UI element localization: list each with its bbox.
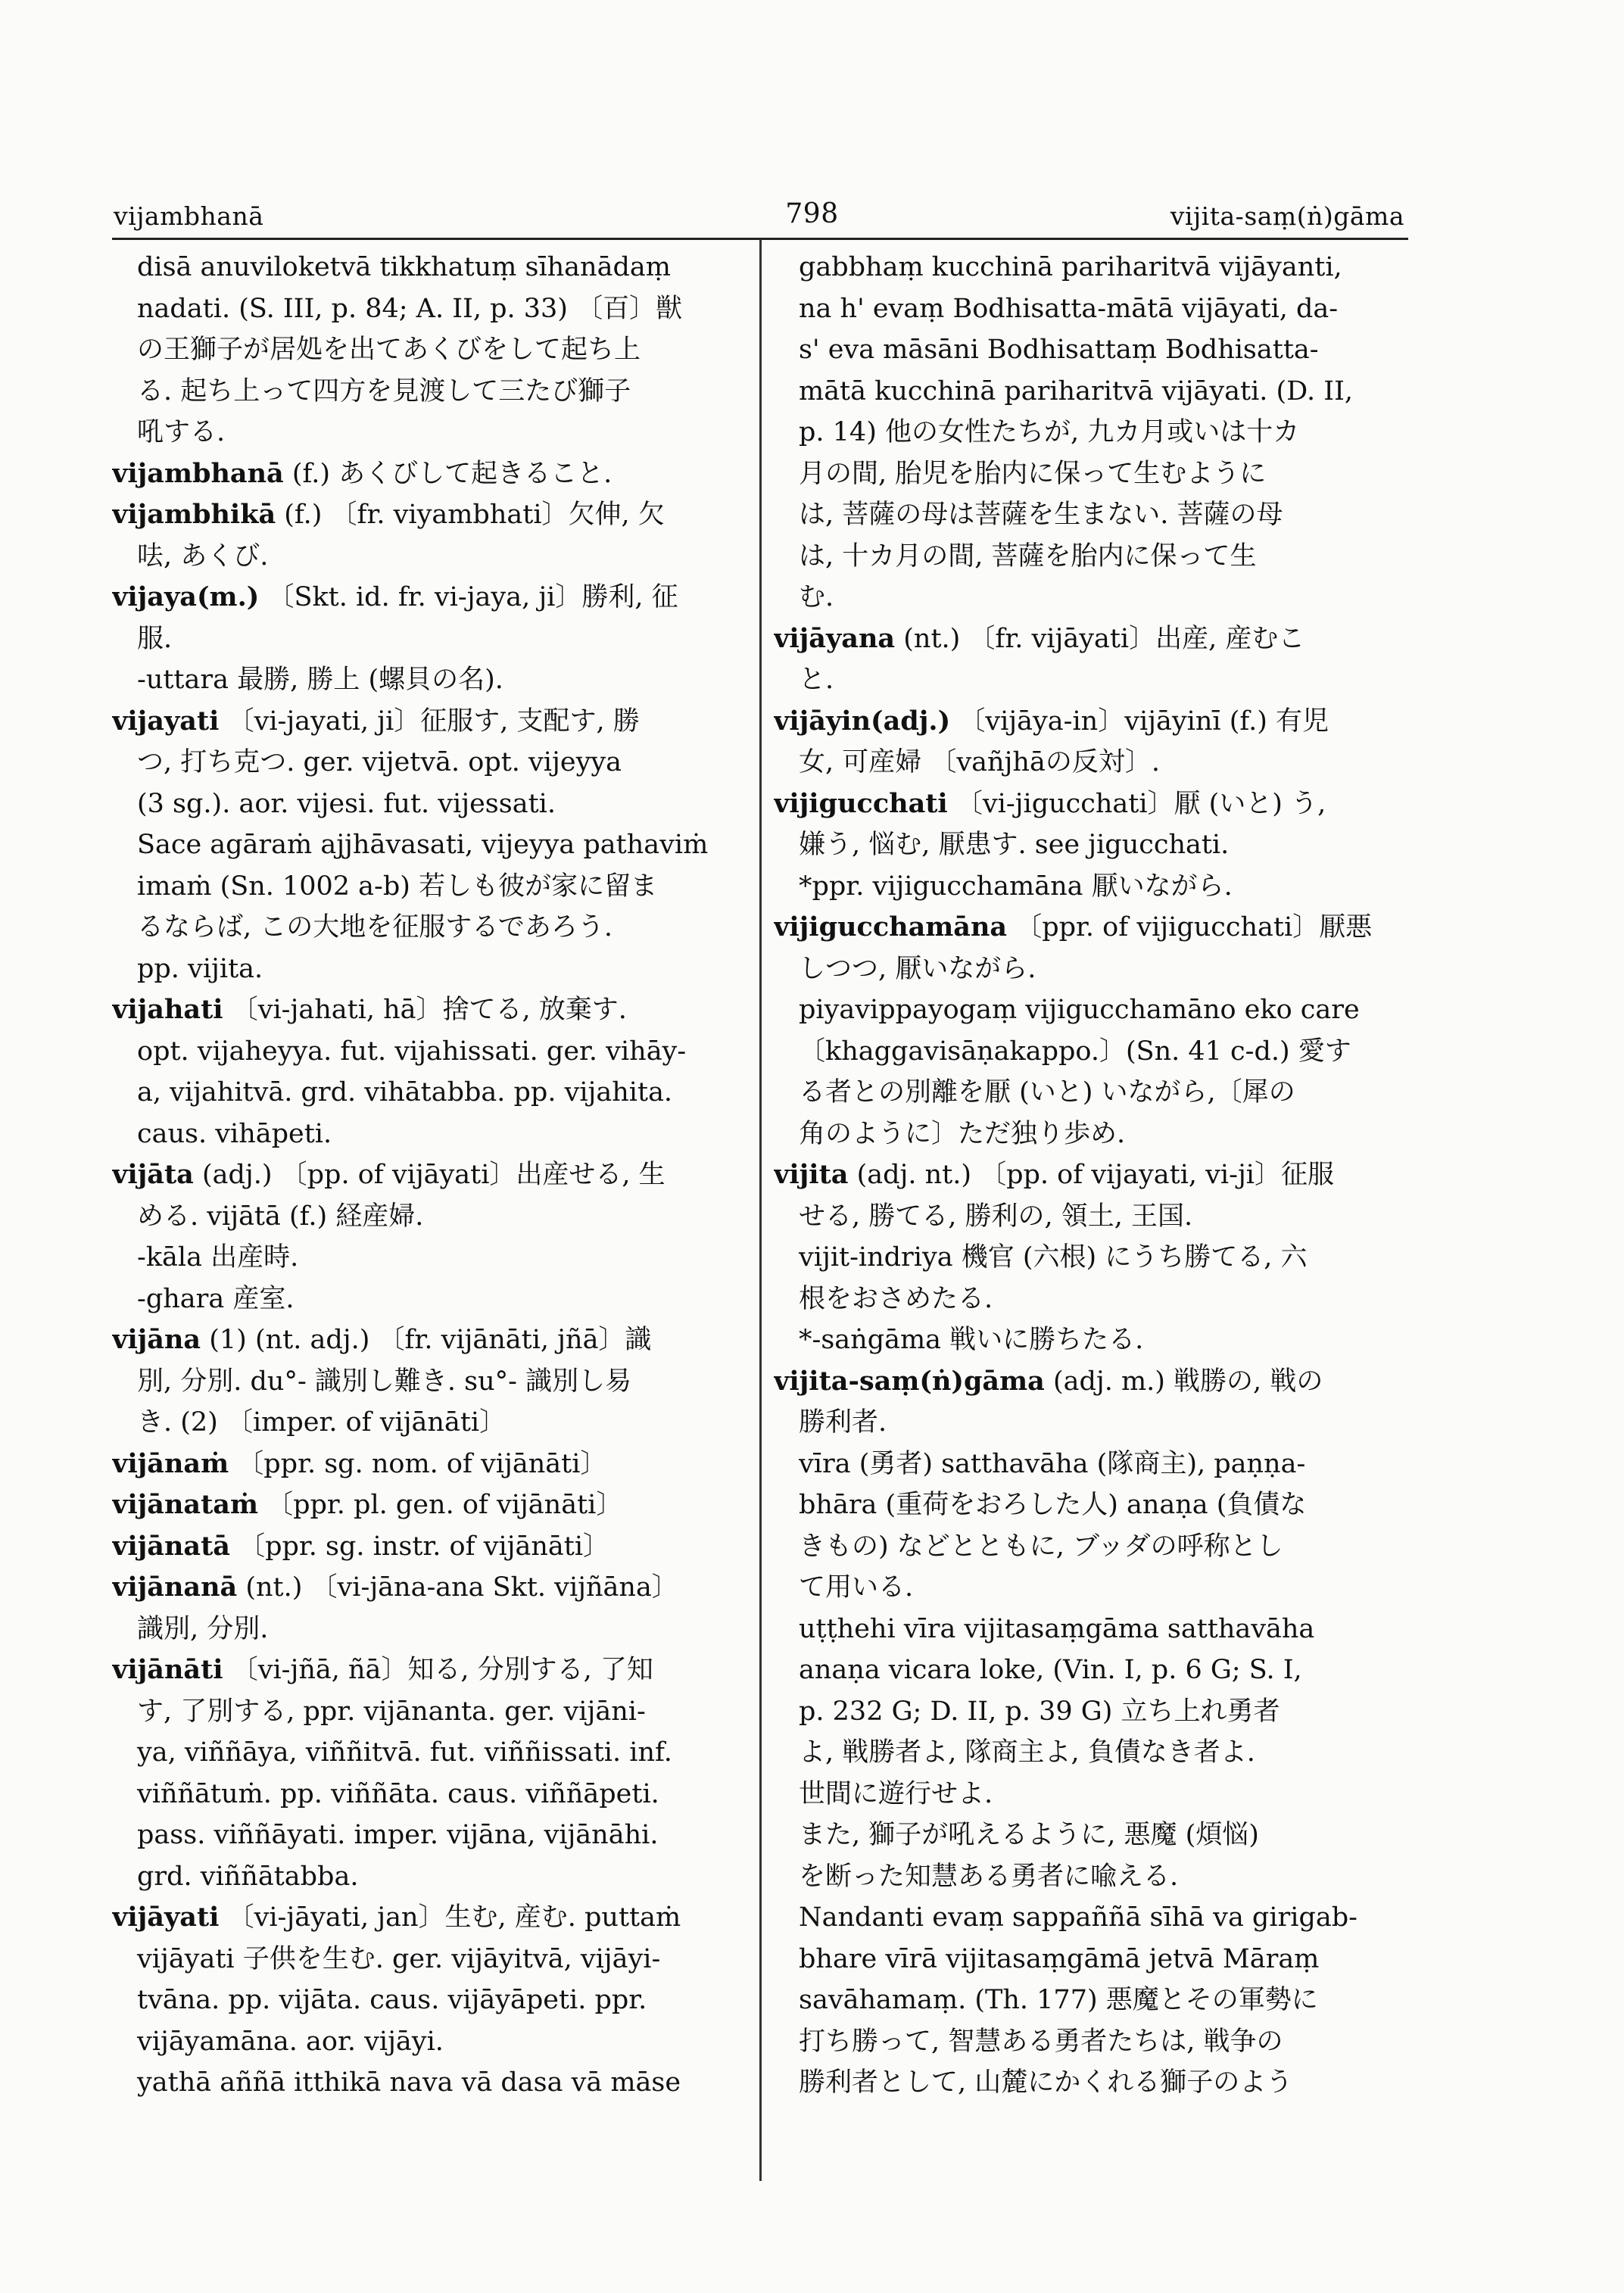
entry-text-line: bhare vīrā vijitasaṃgāmā jetvā Māraṃ bbox=[799, 1943, 1320, 1974]
entry-text-line: piyavippayogaṃ vijigucchamāno eko care bbox=[799, 995, 1360, 1025]
entry-text-line: るならば, この大地を征服するであろう. bbox=[137, 912, 613, 942]
entry-text-line: tvāna. pp. vijāta. caus. vijāyāpeti. ppr. bbox=[137, 1985, 647, 2015]
entry-text-line: 勝利者. bbox=[799, 1407, 887, 1438]
entry-text-line: vīra (勇者) satthavāha (隊商主), paṇṇa- bbox=[799, 1448, 1306, 1479]
entry-text-line: gabbhaṃ kucchinā pariharitvā vijāyanti, bbox=[799, 252, 1342, 282]
entry-headword-line: vijānanā (nt.) 〔vi-jāna-ana Skt. vijñāna〕 bbox=[112, 1572, 678, 1603]
entry-text-line: vijit-indriya 機官 (六根) にうち勝てる, 六 bbox=[799, 1242, 1308, 1273]
entry-headword-line: vijigucchamāna 〔ppr. of vijigucchati〕厭悪 bbox=[774, 911, 1373, 942]
entry-text-line: を断った知慧ある勇者に喩える. bbox=[799, 1861, 1179, 1892]
entry-text-line: る. 起ち上って四方を見渡して三たび獅子 bbox=[137, 375, 631, 407]
entry-text-line: しつつ, 厭いながら. bbox=[799, 953, 1036, 984]
entry-text-line: *ppr. vijigucchamāna 厭いながら. bbox=[799, 871, 1233, 902]
entry-text-line: mātā kucchinā pariharitvā vijāyati. (D. II, bbox=[799, 375, 1354, 407]
entry-text-line: 女, 可産婦 〔vañjhāの反対〕. bbox=[799, 747, 1160, 777]
entry-headword-line: vijānatā 〔ppr. sg. instr. of vijānāti〕 bbox=[112, 1530, 610, 1562]
page-number: 798 bbox=[785, 198, 839, 229]
entry-text-line: yathā aññā itthikā nava vā dasa vā māse bbox=[137, 2067, 681, 2098]
entry-text-line: は, 菩薩の母は菩薩を生まない. 菩薩の母 bbox=[799, 500, 1283, 530]
entry-headword-line: vijita-saṃ(ṅ)gāma (adj. m.) 戦勝の, 戦の bbox=[774, 1365, 1323, 1397]
entry-text-line: 角のように〕ただ独り歩め. bbox=[799, 1118, 1126, 1149]
right-column bbox=[774, 247, 1411, 2104]
entry-text-line: nadati. (S. III, p. 84; A. II, p. 33) 〔百〕獣 bbox=[137, 293, 683, 324]
entry-text-line: -ghara 産室. bbox=[137, 1283, 295, 1314]
entry-headword-line: vijānāti 〔vi-jñā, ñā〕知る, 分別する, 了知 bbox=[112, 1654, 653, 1685]
entry-text-line: ya, viññāya, viññitvā. fut. viññissati. inf. bbox=[137, 1737, 672, 1768]
entry-text-line: savāhamaṃ. (Th. 177) 悪魔とその軍勢に bbox=[799, 1985, 1318, 2015]
entry-text-line: anaṇa vicara loke, (Vin. I, p. 6 G; S. I, bbox=[799, 1655, 1302, 1685]
entry-text-line: disā anuviloketvā tikkhatuṃ sīhanādaṃ bbox=[137, 252, 671, 282]
running-head-left: vijambhanā bbox=[114, 201, 264, 231]
entry-text-line: a, vijahitvā. grd. vihātabba. pp. vijahita. bbox=[137, 1077, 673, 1108]
entry-text-line: Sace agāraṁ ajjhāvasati, vijeyya pathaviṁ bbox=[137, 830, 709, 860]
entry-headword-line: vijayati 〔vi-jayati, ji〕征服す, 支配す, 勝 bbox=[112, 705, 640, 737]
entry-text-line: viññātuṁ. pp. viññāta. caus. viññāpeti. bbox=[137, 1778, 659, 1809]
entry-text-line: pass. viññāyati. imper. vijāna, vijānāhi. bbox=[137, 1820, 659, 1850]
entry-text-line: 嫌う, 悩む, 厭患す. see jigucchati. bbox=[799, 830, 1230, 860]
entry-text-line: na h' evaṃ Bodhisatta-mātā vijāyati, da- bbox=[799, 293, 1339, 324]
entry-headword-line: vijānaṁ 〔ppr. sg. nom. of vijānāti〕 bbox=[112, 1447, 607, 1479]
entry-headword-line: vijāyana (nt.) 〔fr. vijāyati〕出産, 産むこ bbox=[774, 622, 1305, 654]
entry-text-line: の王獅子が居処を出てあくびをして起ち上 bbox=[137, 335, 641, 365]
entry-text-line: caus. vihāpeti. bbox=[137, 1118, 332, 1149]
entry-text-line: つ, 打ち克つ. ger. vijetvā. opt. vijeyya bbox=[137, 747, 622, 777]
entry-headword-line: vijigucchati 〔vi-jigucchati〕厭 (いと) う, bbox=[774, 787, 1326, 819]
entry-text-line: uṭṭhehi vīra vijitasaṃgāma satthavāha bbox=[799, 1613, 1315, 1644]
entry-text-line: 〔khaggavisāṇakappo.〕(Sn. 41 c-d.) 愛す bbox=[799, 1036, 1351, 1067]
entry-text-line: 服. bbox=[137, 623, 173, 654]
entry-text-line: る者との別離を厭 (いと) いながら,〔犀の bbox=[799, 1077, 1295, 1108]
entry-text-line: める. vijātā (f.) 経産婦. bbox=[137, 1201, 424, 1232]
entry-text-line: 世間に遊行せよ. bbox=[799, 1778, 993, 1809]
entry-text-line: opt. vijaheyya. fut. vijahissati. ger. vihāy- bbox=[137, 1036, 687, 1067]
entry-headword-line: vijāyin(adj.) 〔vijāya-in〕vijāyinī (f.) 有児 bbox=[774, 705, 1329, 737]
entry-text-line: よ, 戦勝者よ, 隊商主よ, 負債なき者よ. bbox=[799, 1737, 1255, 1768]
running-head-right: vijita-saṃ(ṅ)gāma bbox=[1170, 201, 1404, 231]
entry-text-line: 識別, 分別. bbox=[137, 1613, 269, 1644]
entry-text-line: vijāyamāna. aor. vijāyi. bbox=[137, 2026, 444, 2057]
entry-text-line: grd. viññātabba. bbox=[137, 1861, 359, 1892]
entry-text-line: p. 232 G; D. II, p. 39 G) 立ち上れ勇者 bbox=[799, 1696, 1280, 1727]
entry-text-line: きもの) などとともに, ブッダの呼称とし bbox=[799, 1531, 1283, 1562]
entry-text-line: せる, 勝てる, 勝利の, 領土, 王国. bbox=[799, 1201, 1193, 1232]
entry-text-line: て用いる. bbox=[799, 1572, 914, 1603]
entry-text-line: と. bbox=[799, 665, 834, 695]
entry-text-line: vijāyati 子供を生む. ger. vijāyitvā, vijāyi- bbox=[137, 1943, 661, 1974]
entry-text-line: は, 十カ月の間, 菩薩を胎内に保って生 bbox=[799, 541, 1257, 572]
entry-headword-line: vijambhikā (f.) 〔fr. viyambhati〕欠伸, 欠 bbox=[112, 499, 665, 530]
entry-text-line: 打ち勝って, 智慧ある勇者たちは, 戦争の bbox=[799, 2026, 1283, 2057]
entry-text-line: (3 sg.). aor. vijesi. fut. vijessati. bbox=[137, 788, 556, 819]
entry-headword-line: vijāna (1) (nt. adj.) 〔fr. vijānāti, jñā〕識 bbox=[112, 1324, 652, 1355]
entry-text-line: -kāla 出産時. bbox=[137, 1242, 299, 1273]
entry-text-line: 吼する. bbox=[137, 417, 226, 447]
entry-text-line: imaṁ (Sn. 1002 a-b) 若しも彼が家に留ま bbox=[137, 871, 658, 902]
entry-headword-line: vijaya(m.) 〔Skt. id. fr. vi-jaya, ji〕勝利, 征 bbox=[112, 581, 678, 612]
entry-text-line: p. 14) 他の女性たちが, 九カ月或いは十カ bbox=[799, 417, 1300, 447]
entry-text-line: 勝利者として, 山麓にかくれる獅子のよう bbox=[799, 2067, 1293, 2098]
left-column bbox=[112, 247, 745, 2104]
entry-headword-line: vijita (adj. nt.) 〔pp. of vijayati, vi-ji〕征服 bbox=[774, 1159, 1334, 1190]
entry-text-line: む. bbox=[799, 582, 834, 612]
entry-text-line: *-saṅgāma 戦いに勝ちたる. bbox=[799, 1325, 1144, 1355]
entry-text-line: 月の間, 胎児を胎内に保って生むように bbox=[799, 458, 1267, 489]
entry-headword-line: vijāyati 〔vi-jāyati, jan〕生む, 産む. puttaṁ bbox=[112, 1902, 681, 1933]
entry-text-line: 別, 分別. du°- 識別し難き. su°- 識別し易 bbox=[137, 1366, 632, 1397]
entry-text-line: Nandanti evaṃ sappaññā sīhā va girigab- bbox=[799, 1902, 1357, 1933]
entry-text-line: 呿, あくび. bbox=[137, 541, 269, 572]
entry-text-line: す, 了別する, ppr. vijānanta. ger. vijāni- bbox=[137, 1696, 646, 1727]
entry-headword-line: vijahati 〔vi-jahati, hā〕捨てる, 放棄す. bbox=[112, 994, 627, 1025]
entry-headword-line: vijambhanā (f.) あくびして起きること. bbox=[112, 457, 613, 489]
entry-headword-line: vijānataṁ 〔ppr. pl. gen. of vijānāti〕 bbox=[112, 1489, 623, 1520]
column-divider bbox=[759, 239, 762, 2181]
entry-text-line: き. (2) 〔imper. of vijānāti〕 bbox=[137, 1407, 507, 1438]
entry-text-line: -uttara 最勝, 勝上 (螺貝の名). bbox=[137, 665, 503, 695]
entry-text-line: 根をおさめたる. bbox=[799, 1283, 993, 1314]
entry-text-line: s' eva māsāni Bodhisattaṃ Bodhisatta- bbox=[799, 335, 1319, 365]
entry-headword-line: vijāta (adj.) 〔pp. of vijāyati〕出産せる, 生 bbox=[112, 1159, 665, 1190]
entry-text-line: bhāra (重荷をおろした人) anaṇa (負債な bbox=[799, 1490, 1307, 1520]
entry-text-line: また, 獅子が吼えるように, 悪魔 (煩悩) bbox=[799, 1820, 1259, 1850]
entry-text-line: pp. vijita. bbox=[137, 953, 263, 984]
